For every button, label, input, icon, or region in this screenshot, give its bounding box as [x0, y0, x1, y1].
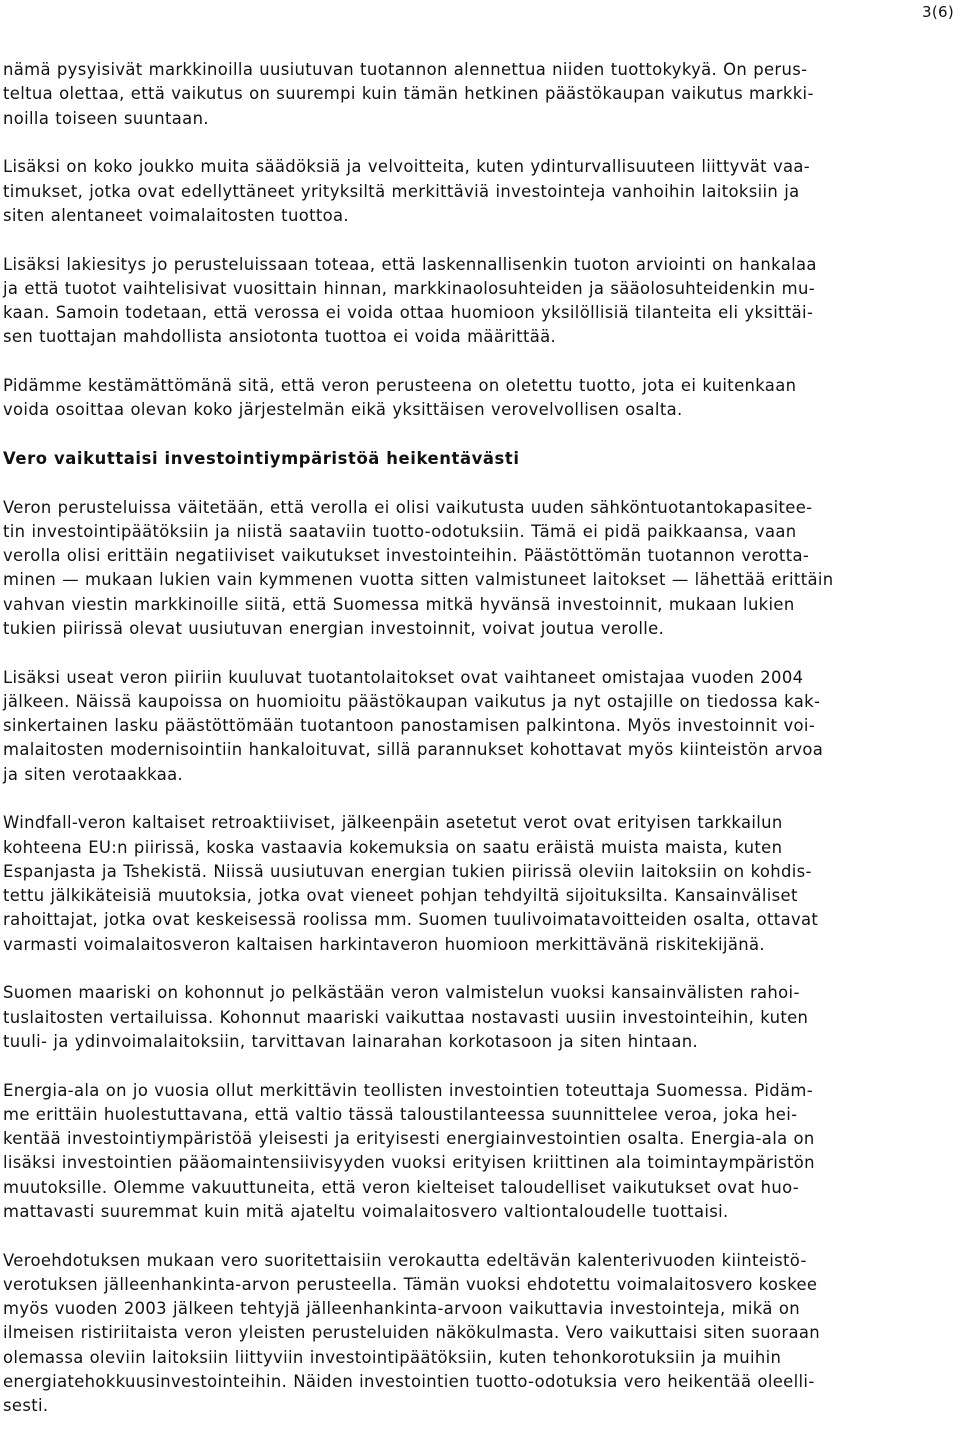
- paragraph: [3, 1249, 953, 1419]
- text-line: Pidämme kestämättömänä sitä, että veron perusteena on oletettu tuotto, jota ei kuitenkaan: [3, 376, 797, 395]
- text-line: kaan. Samoin todetaan, että verossa ei voida ottaa huomioon yksilöllisiä tilanteita eli yksittäi-: [3, 303, 814, 322]
- text-line: Lisäksi on koko joukko muita säädöksiä ja velvoitteita, kuten ydinturvallisuuteen liittyvät vaa-: [3, 157, 811, 177]
- page-number: 3(6): [922, 3, 954, 21]
- text-line: Suomen maariski on kohonnut jo pelkästään veron valmistelun vuoksi kansainvälisten rahoi-: [3, 983, 800, 1003]
- text-line: Espanjasta ja Tshekistä. Niissä uusiutuvan energian tukien piirissä oleviin laitoksiin on kohdis-: [3, 861, 812, 881]
- text-line: sesti.: [3, 1396, 49, 1415]
- section-heading: Vero vaikuttaisi investointiympäristöä heikentävästi: [3, 449, 520, 468]
- paragraph: [3, 1079, 953, 1225]
- text-line: tuslaitosten vertailuissa. Kohonnut maariski vaikuttaa nostavasti uusiin investointeihin, kuten: [3, 1007, 809, 1027]
- text-line: teltua olettaa, että vaikutus on suurempi kuin tämän hetkinen päästökaupan vaikutus markki-: [3, 84, 814, 104]
- text-line: verolla olisi erittäin negatiiviset vaikutukset investointeihin. Päästöttömän tuotannon verotta-: [3, 546, 810, 565]
- text-line: Lisäksi lakiesitys jo perusteluissaan toteaa, että laskennallisenkin tuoton arviointi on hankalaa: [3, 254, 817, 274]
- text-line: ilmeisen ristiriitaista veron yleisten perusteluiden näkökulmasta. Vero vaikuttaisi siten suoraan: [3, 1323, 821, 1343]
- text-line: verotuksen jälleenhankinta-arvon perusteella. Tämän vuoksi ehdotettu voimalaitosvero koskee: [3, 1274, 818, 1294]
- text-line: kentää investointiympäristöä yleisesti ja erityisesti energiainvestointien osalta. Energia-ala on: [3, 1129, 815, 1148]
- text-line: rahoittajat, jotka ovat keskeisessä roolissa mm. Suomen tuulivoimatavoitteiden osalta, ottavat: [3, 910, 819, 930]
- text-line: malaitosten modernisointiin hankaloituvat, sillä parannukset kohottavat myös kiinteistön arvoa: [3, 740, 824, 760]
- text-line: Veroehdotuksen mukaan vero suoritettaisiin verokautta edeltävän kalenterivuoden kiinteistö-: [3, 1250, 807, 1270]
- text-line: me erittäin huolestuttavana, että valtio tässä taloustilanteessa suunnittelee veroa, joka hei-: [3, 1104, 798, 1124]
- paragraph: [3, 811, 953, 957]
- text-line: tin investointipäätöksiin ja niistä saataviin tuotto-odotuksiin. Tämä ei pidä paikkaansa, vaan: [3, 521, 797, 541]
- text-line: muutoksille. Olemme vakuuttuneita, että veron kielteiset taloudelliset vaikutukset ovat huo-: [3, 1177, 800, 1197]
- text-line: ja siten verotaakkaa.: [3, 764, 184, 784]
- text-line: sen tuottajan mahdollista ansiotonta tuottoa ei voida määrittää.: [3, 327, 557, 347]
- paragraph: [3, 58, 953, 131]
- text-line: tettu jälkikäteisiä muutoksia, jotka ovat vieneet pohjan tehdyiltä sijoituksilta. Kansainväliset: [3, 886, 798, 905]
- text-line: timukset, jotka ovat edellyttäneet yrityksiltä merkittäviä investointeja vanhoihin laitoksiin ja: [3, 181, 800, 201]
- text-line: siten alentaneet voimalaitosten tuottoa.: [3, 205, 349, 225]
- text-line: minen — mukaan lukien vain kymmenen vuotta sitten valmistuneet laitokset — lähettää erittäin: [3, 570, 834, 590]
- text-line: noilla toiseen suuntaan.: [3, 108, 209, 128]
- text-line: myös vuoden 2003 jälkeen tehtyjä jälleenhankinta-arvoon vaikuttavia investointeja, mikä on: [3, 1299, 800, 1318]
- text-line: jälkeen. Näissä kaupoissa on huomioitu päästökaupan vaikutus ja nyt ostajille on tiedossa kak-: [3, 691, 821, 711]
- text-line: voida osoittaa olevan koko järjestelmän eikä yksittäisen verovelvollisen osalta.: [3, 400, 683, 420]
- text-line: sinkertainen lasku päästöttömään tuotantoon panostamisen palkintona. Myös investoinnit voi-: [3, 716, 816, 735]
- paragraph: [3, 666, 953, 787]
- text-line: Veron perusteluissa väitetään, että verolla ei olisi vaikutusta uuden sähköntuotantokapasitee-: [3, 497, 813, 517]
- text-line: olemassa oleviin laitoksiin liittyviin investointipäätöksiin, kuten tehonkorotuksiin ja muihin: [3, 1347, 782, 1367]
- document-body: [3, 58, 953, 1443]
- paragraph: [3, 155, 953, 228]
- text-line: tuuli- ja ydinvoimalaitoksiin, tarvittavan lainarahan korkotasoon ja siten hintaan.: [3, 1031, 699, 1051]
- text-line: nämä pysyisivät markkinoilla uusiutuvan tuotannon alennettua niiden tuottokykyä. On perus-: [3, 60, 808, 79]
- text-line: lisäksi investointien pääomaintensiivisyyden vuoksi erityisen kriittinen ala toimintaympäristön: [3, 1153, 815, 1173]
- paragraph: [3, 374, 953, 423]
- paragraph: [3, 253, 953, 350]
- paragraph: [3, 981, 953, 1054]
- text-line: Energia-ala on jo vuosia ollut merkittävin teollisten investointien toteuttaja Suomessa. Pidäm-: [3, 1080, 813, 1100]
- text-line: Lisäksi useat veron piiriin kuuluvat tuotantolaitokset ovat vaihtaneet omistajaa vuoden 2004: [3, 667, 804, 687]
- paragraph: [3, 496, 953, 642]
- text-line: tukien piirissä olevat uusiutuvan energian investoinnit, voivat joutua verolle.: [3, 618, 665, 638]
- text-line: Windfall-veron kaltaiset retroaktiiviset, jälkeenpäin asetetut verot ovat erityisen tarkkailun: [3, 813, 783, 833]
- text-line: kohteena EU:n piirissä, koska vastaavia kokemuksia on saatu eräistä muista maista, kuten: [3, 837, 783, 857]
- text-line: mattavasti suuremmat kuin mitä ajateltu voimalaitosvero valtiontaloudelle tuottaisi.: [3, 1201, 729, 1221]
- text-line: varmasti voimalaitosveron kaltaisen harkintaveron huomioon merkittävänä riskitekijänä.: [3, 934, 765, 954]
- text-line: vahvan viestin markkinoille siitä, että Suomessa mitkä hyvänsä investoinnit, mukaan lukien: [3, 594, 795, 614]
- text-line: ja että tuotot vaihtelisivat vuosittain hinnan, markkinaolosuhteiden ja sääolosuhteidenkin mu-: [3, 278, 815, 298]
- text-line: energiatehokkuusinvestointeihin. Näiden investointien tuotto-odotuksia vero heikentää oleelli-: [3, 1371, 815, 1391]
